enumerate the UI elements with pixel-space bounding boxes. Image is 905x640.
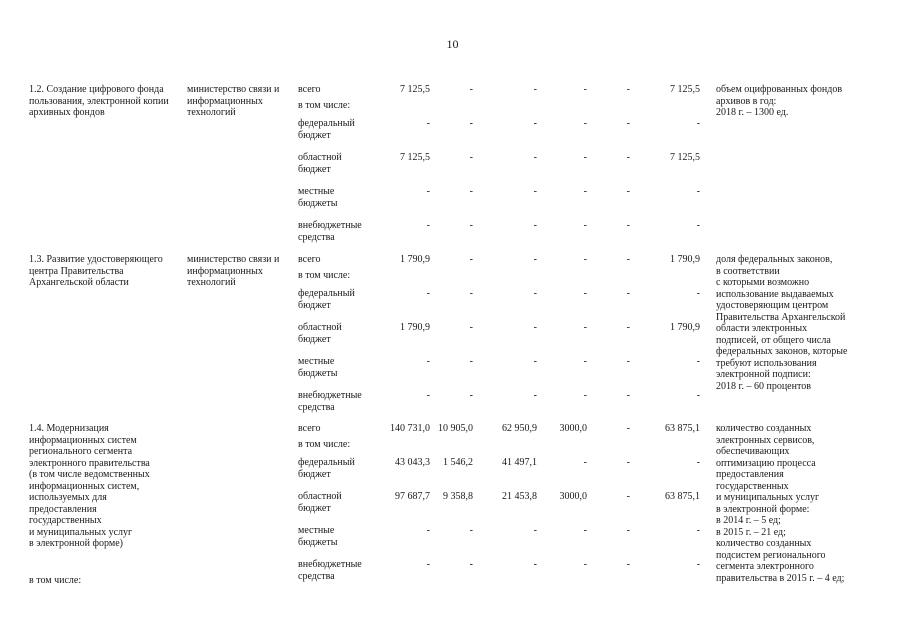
funding-value: 7 125,5 xyxy=(400,152,430,163)
funding-source-label: областной бюджет xyxy=(298,152,342,175)
measure-executor: министерство связи и информационных технологий xyxy=(187,84,280,118)
funding-value: 63 875,1 xyxy=(665,423,700,434)
funding-source-label: областной бюджет xyxy=(298,322,342,345)
funding-value: 3000,0 xyxy=(559,491,587,502)
funding-source-label: местные бюджеты xyxy=(298,186,338,209)
funding-value: - xyxy=(469,559,473,570)
funding-value: 62 950,9 xyxy=(502,423,537,434)
funding-value: - xyxy=(426,525,430,536)
funding-value: - xyxy=(533,152,537,163)
funding-value: - xyxy=(533,390,537,401)
funding-value: 1 790,9 xyxy=(670,322,700,333)
funding-source-label: местные бюджеты xyxy=(298,356,338,379)
funding-value: - xyxy=(583,118,587,129)
funding-value: - xyxy=(626,254,630,265)
funding-value: 97 687,7 xyxy=(395,491,430,502)
funding-source-label: всего xyxy=(298,423,321,434)
funding-value: - xyxy=(696,525,700,536)
funding-value: - xyxy=(426,559,430,570)
funding-value: - xyxy=(426,288,430,299)
funding-source-label: федеральный бюджет xyxy=(298,288,355,311)
funding-value: - xyxy=(533,559,537,570)
funding-value: - xyxy=(696,220,700,231)
funding-value: - xyxy=(626,390,630,401)
funding-value: - xyxy=(426,390,430,401)
funding-source-label: в том числе: xyxy=(298,270,351,281)
funding-value: 41 497,1 xyxy=(502,457,537,468)
funding-value: - xyxy=(626,220,630,231)
funding-value: - xyxy=(583,186,587,197)
funding-value: - xyxy=(626,118,630,129)
measure-name: 1.4. Модернизация информационных систем регионального сегмента электронного правительства (в том числе ведомственных информационных систем, используемых для предоставления государственных и муниципальных услуг в электронной форме) xyxy=(29,423,150,549)
funding-value: - xyxy=(696,288,700,299)
funding-source-label: внебюджетные средства xyxy=(298,220,362,243)
funding-value: - xyxy=(696,186,700,197)
funding-value: - xyxy=(583,254,587,265)
funding-value: - xyxy=(469,254,473,265)
funding-value: 1 790,9 xyxy=(400,322,430,333)
funding-value: - xyxy=(626,152,630,163)
funding-value: - xyxy=(696,356,700,367)
funding-value: - xyxy=(696,118,700,129)
funding-value: - xyxy=(626,186,630,197)
funding-value: - xyxy=(583,390,587,401)
funding-source-label: областной бюджет xyxy=(298,491,342,514)
funding-value: - xyxy=(533,186,537,197)
funding-source-label: в том числе: xyxy=(298,100,351,111)
funding-value: - xyxy=(626,423,630,434)
funding-source-label: федеральный бюджет xyxy=(298,457,355,480)
funding-value: - xyxy=(533,356,537,367)
funding-value: - xyxy=(626,356,630,367)
measure-name-extra: в том числе: xyxy=(29,575,82,586)
measure-executor: министерство связи и информационных технологий xyxy=(187,254,280,288)
funding-value: - xyxy=(533,525,537,536)
funding-value: - xyxy=(696,457,700,468)
funding-value: - xyxy=(583,288,587,299)
funding-value: - xyxy=(626,559,630,570)
funding-value: - xyxy=(533,322,537,333)
measure-name: 1.3. Развитие удостоверяющего центра Правительства Архангельской области xyxy=(29,254,163,288)
measure-name: 1.2. Создание цифрового фонда пользования, электронной копии архивных фондов xyxy=(29,84,169,118)
funding-value: - xyxy=(426,356,430,367)
funding-value: - xyxy=(583,457,587,468)
funding-value: - xyxy=(426,186,430,197)
funding-value: 1 546,2 xyxy=(443,457,473,468)
funding-value: - xyxy=(626,525,630,536)
funding-value: - xyxy=(583,152,587,163)
funding-value: - xyxy=(583,322,587,333)
funding-value: - xyxy=(469,390,473,401)
funding-source-label: всего xyxy=(298,84,321,95)
funding-value: - xyxy=(469,322,473,333)
funding-value: 9 358,8 xyxy=(443,491,473,502)
funding-value: - xyxy=(469,525,473,536)
funding-value: 1 790,9 xyxy=(670,254,700,265)
funding-value: - xyxy=(583,84,587,95)
funding-value: 21 453,8 xyxy=(502,491,537,502)
funding-value: - xyxy=(626,288,630,299)
funding-value: - xyxy=(583,559,587,570)
funding-value: 140 731,0 xyxy=(390,423,430,434)
target-indicator: количество созданных электронных сервисов, обеспечивающих оптимизацию процесса предоставления государственных и муниципальных услуг в электронной форме: в 2014 г. – 5 ед; в 2015 г. – 21 ед; количество созданных подсистем регионального сегмента электронного правительства в 2015 г. – 4 ед; xyxy=(716,423,845,584)
funding-value: - xyxy=(583,356,587,367)
funding-value: - xyxy=(583,220,587,231)
funding-value: - xyxy=(533,288,537,299)
funding-value: - xyxy=(626,457,630,468)
target-indicator: доля федеральных законов, в соответствии с которыми возможно использование выдаваемых удостоверяющим центром Правительства Архангельской области электронных подписей, от общего числа федеральных законов, которые требуют использования электронной подписи: 2018 г. – 60 процентов xyxy=(716,254,848,392)
funding-source-label: внебюджетные средства xyxy=(298,559,362,582)
funding-source-label: в том числе: xyxy=(298,439,351,450)
funding-value: 63 875,1 xyxy=(665,491,700,502)
funding-value: - xyxy=(583,525,587,536)
funding-value: 1 790,9 xyxy=(400,254,430,265)
funding-value: 10 905,0 xyxy=(438,423,473,434)
target-indicator: объем оцифрованных фондов архивов в год: 2018 г. – 1300 ед. xyxy=(716,84,843,118)
funding-value: - xyxy=(469,152,473,163)
funding-value: 3000,0 xyxy=(559,423,587,434)
funding-value: - xyxy=(533,254,537,265)
funding-value: - xyxy=(533,84,537,95)
funding-value: - xyxy=(426,220,430,231)
funding-value: 7 125,5 xyxy=(400,84,430,95)
funding-value: - xyxy=(469,288,473,299)
funding-value: - xyxy=(696,390,700,401)
funding-value: - xyxy=(533,220,537,231)
funding-value: - xyxy=(626,322,630,333)
funding-value: - xyxy=(469,186,473,197)
funding-value: 7 125,5 xyxy=(670,152,700,163)
funding-value: - xyxy=(426,118,430,129)
funding-source-label: внебюджетные средства xyxy=(298,390,362,413)
funding-value: - xyxy=(469,118,473,129)
funding-value: - xyxy=(469,84,473,95)
funding-source-label: федеральный бюджет xyxy=(298,118,355,141)
funding-value: - xyxy=(626,491,630,502)
funding-value: - xyxy=(533,118,537,129)
funding-source-label: местные бюджеты xyxy=(298,525,338,548)
funding-value: - xyxy=(469,356,473,367)
funding-source-label: всего xyxy=(298,254,321,265)
funding-value: 7 125,5 xyxy=(670,84,700,95)
funding-value: - xyxy=(696,559,700,570)
funding-value: - xyxy=(626,84,630,95)
funding-value: 43 043,3 xyxy=(395,457,430,468)
page-number: 10 xyxy=(446,37,459,51)
funding-value: - xyxy=(469,220,473,231)
